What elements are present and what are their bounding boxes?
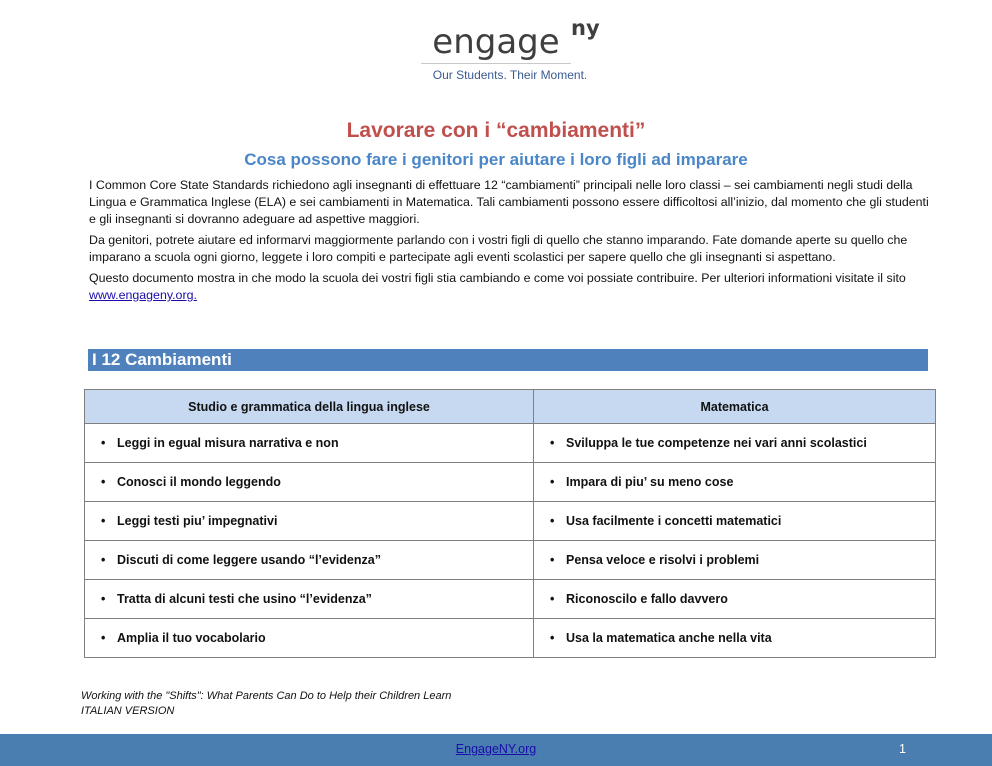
logo-word: engage [432,22,560,62]
table-cell: • Usa facilmente i concetti matematici [534,502,936,541]
table-cell: • Amplia il tuo vocabolario [85,619,534,658]
document-subtitle: Cosa possono fare i genitori per aiutare i loro figli ad imparare [244,150,748,169]
intro-paragraph-2: Da genitori, potrete aiutare ed informarvi maggiormente parlando con i vostri figli di quello che stanno imparando. Fate domande aperte su quello che imparano a scuola ogni giorno, leggete i loro compiti e partecipate agli eventi scolastici per sapere quello che gli insegnanti si aspettano. [89,233,908,264]
document-title: Lavorare con i “cambiamenti” [346,119,646,142]
table-row [85,463,936,502]
table-cell: • Usa la matematica anche nella vita [534,619,936,658]
intro-paragraph-3-text: Questo documento mostra in che modo la scuola dei vostri figli stia cambiando e come voi possiate contribuire. Per ulteriori informationi visitate il sito [89,271,906,285]
table-row [85,541,936,580]
bullet-icon: • [101,436,106,450]
bullet-icon: • [550,475,555,489]
logo-superscript: ny [571,16,600,40]
table-cell: • Leggi in egual misura narrativa e non [85,424,534,463]
table-cell: • Riconoscilo e fallo davvero [534,580,936,619]
engageny-logo [0,16,992,82]
bullet-icon: • [550,514,555,528]
table-cell: • Pensa veloce e risolvi i problemi [534,541,936,580]
logo-divider [421,63,571,64]
table-cell: • Tratta di alcuni testi che usino “l’evidenza” [85,580,534,619]
bullet-icon: • [101,475,106,489]
page-number: 1 [899,742,906,756]
shifts-table [84,389,936,658]
document-footnote [81,689,451,719]
section-heading: I 12 Cambiamenti [88,349,928,371]
table-row [85,580,936,619]
footer-link[interactable]: EngageNY.org [455,742,537,756]
table-header-row [85,390,936,424]
footnote-line-2: ITALIAN VERSION [81,705,175,717]
table-cell: • Leggi testi piu’ impegnativi [85,502,534,541]
table-cell: • Conosci il mondo leggendo [85,463,534,502]
intro-text [89,177,929,308]
bullet-icon: • [101,553,106,567]
page-footer [0,734,992,766]
table-row [85,619,936,658]
footnote-line-1: Working with the "Shifts": What Parents Can Do to Help their Children Learn [81,690,452,702]
bullet-icon: • [550,631,555,645]
intro-paragraph-3 [89,270,929,304]
table-cell: • Discuti di come leggere usando “l’evidenza” [85,541,534,580]
column-header-math: Matematica [534,390,936,424]
bullet-icon: • [550,592,555,606]
table-row [85,502,936,541]
engageny-link[interactable]: www.engageny.org. [89,288,197,302]
table-cell: • Sviluppa le tue competenze nei vari anni scolastici [534,424,936,463]
logo-tagline: Our Students. Their Moment. [432,68,588,82]
column-header-ela: Studio e grammatica della lingua inglese [85,390,534,424]
bullet-icon: • [101,514,106,528]
table-row [85,424,936,463]
table-cell: • Impara di piu’ su meno cose [534,463,936,502]
bullet-icon: • [101,592,106,606]
bullet-icon: • [101,631,106,645]
bullet-icon: • [550,553,555,567]
bullet-icon: • [550,436,555,450]
intro-paragraph-1: I Common Core State Standards richiedono agli insegnanti di effettuare 12 “cambiamenti” principali nelle loro classi – sei cambiamenti negli studi della Lingua e Grammatica Inglese (ELA) e sei cambiamenti in Matematica. Tali cambiamenti possono essere difficoltosi all’inizio, dal momento che gli studenti e gli insegnanti si dovranno adeguare ad aspettive maggiori. [89,178,929,226]
